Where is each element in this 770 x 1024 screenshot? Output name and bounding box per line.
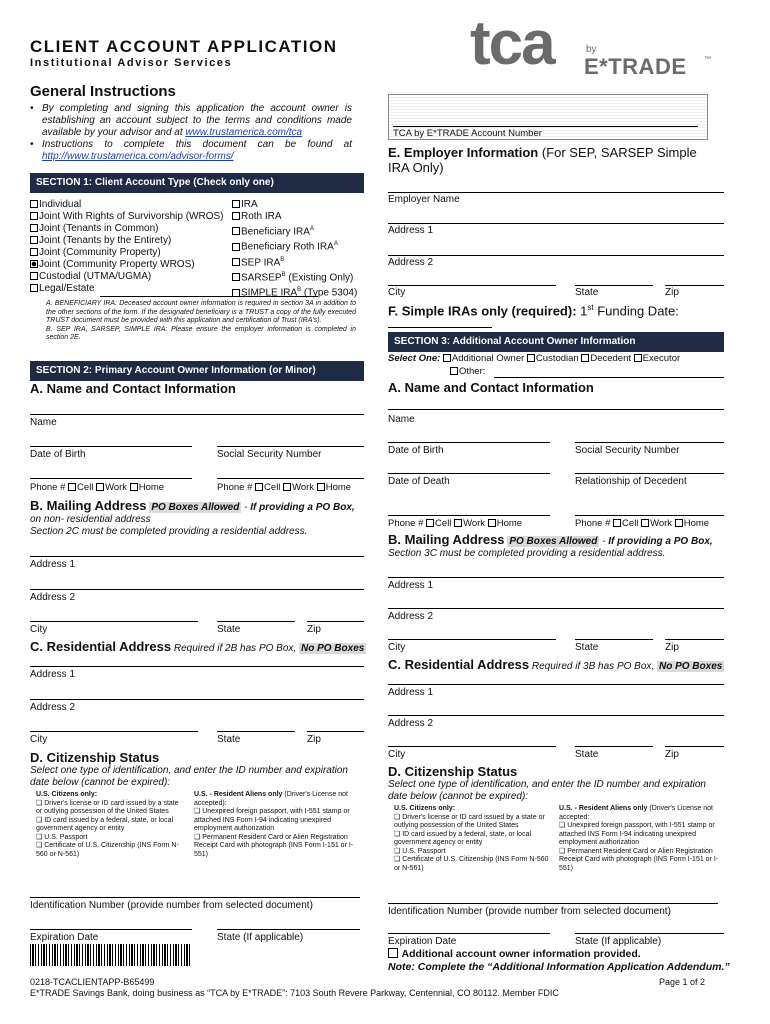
- checkbox-checked[interactable]: [30, 260, 38, 268]
- s2-res-address1-label: Address 1: [30, 669, 76, 680]
- account-type-sarsep[interactable]: $SARSEP^B$ (Existing Only): [232, 269, 357, 284]
- checkbox[interactable]: [527, 354, 535, 362]
- checkbox[interactable]: [675, 519, 683, 527]
- account-type-ira[interactable]: IRA: [232, 199, 357, 211]
- s2-state-label: State: [217, 624, 241, 635]
- s3-citizenship-note: Select one type of identification, and enter the ID number and expiration date below (cannot be expired):: [388, 779, 706, 802]
- logo-tca-text: tca: [470, 9, 554, 78]
- checkbox[interactable]: [443, 354, 451, 362]
- s3-dod-label: Date of Death: [388, 476, 450, 487]
- s2-city-label: City: [30, 624, 48, 635]
- s3-relationship-label: Relationship of Decedent: [575, 476, 687, 487]
- checkbox[interactable]: [581, 354, 589, 362]
- s3-additional-info[interactable]: Additional account owner information provided.: [388, 948, 641, 960]
- s3-res-address2-label: Address 2: [388, 718, 434, 729]
- account-type-joint-tic[interactable]: Joint (Tenants in Common): [30, 223, 224, 235]
- s2-phone1: Phone # Cell Work Home: [30, 482, 165, 493]
- account-type-joint-community[interactable]: Joint (Community Property): [30, 247, 224, 259]
- employer-zip-label: Zip: [665, 287, 679, 298]
- s3-ssn-label: Social Security Number: [575, 445, 680, 456]
- s2-zip-label: Zip: [307, 624, 321, 635]
- checkbox[interactable]: [426, 519, 434, 527]
- logo-tm: ™: [704, 56, 711, 63]
- s2-resident-aliens-list: U.S. - Resident Aliens only (Driver's License not accepted): ❑ Unexpired foreign passport, with I-551 stamp or attached INS Form I-94 indicating unexpired employment authorization ❑ Permanent Resident Card or Alien Registration Receipt Card with photograph (INS Form I-151 or I-551): [194, 791, 356, 859]
- checkbox[interactable]: [450, 367, 458, 375]
- checkbox[interactable]: [30, 200, 38, 208]
- account-type-joint-community-wros[interactable]: Joint (Community Property WROS): [30, 259, 224, 271]
- employer-city-label: City: [388, 287, 406, 298]
- account-type-individual[interactable]: Individual: [30, 199, 224, 211]
- s2-us-opt3[interactable]: ❑ U.S. Passport: [36, 833, 88, 841]
- s3-res-city-label: City: [388, 749, 406, 760]
- account-type-beneficiary-ira[interactable]: Beneficiary $IRA^A$: [232, 223, 357, 238]
- page-number: Page 1 of 2: [659, 977, 706, 987]
- account-type-right-column: [232, 199, 357, 300]
- s3-select-one: Select One: Additional Owner Custodian Decedent Executor: [388, 353, 681, 364]
- checkbox[interactable]: [96, 483, 104, 491]
- s3-phone1: Phone # Cell Work Home: [388, 518, 523, 529]
- form-subtitle: Institutional Advisor Services: [30, 57, 233, 69]
- account-number-label: TCA by E*TRADE Account Number: [393, 128, 542, 139]
- logo-etrade-text: E*TRADE: [584, 54, 687, 79]
- s3-exp-date-label: Expiration Date: [388, 936, 457, 947]
- form-title: CLIENT ACCOUNT APPLICATION: [30, 37, 338, 56]
- s2-name-contact-title: A. Name and Contact Information: [30, 381, 236, 396]
- s2-ssn-label: Social Security Number: [217, 449, 322, 460]
- employer-state-label: State: [575, 287, 599, 298]
- checkbox[interactable]: [488, 519, 496, 527]
- checkbox[interactable]: [30, 272, 38, 280]
- s2-us-citizens-list: U.S. Citizens only: ❑ Driver's license or ID card issued by a state or outlying possession of the United States ❑ ID card issued by a federal, state, or local government agency or entity ❑ U.S. Passport ❑ Certificate of U.S. Citizenship (INS Form N-560 or N-561): [36, 791, 186, 859]
- checkbox[interactable]: [232, 243, 240, 251]
- checkbox[interactable]: [130, 483, 138, 491]
- s2-ra-opt1[interactable]: ❑ Unexpired foreign passport, with I-551 stamp or attached INS Form I-94 indicating unexpired employment authorization: [194, 808, 350, 832]
- s2-exp-date-label: Expiration Date: [30, 932, 99, 943]
- account-type-joint-wros[interactable]: Joint With Rights of Survivorship (WROS): [30, 211, 224, 223]
- s2-phone2: Phone # Cell Work Home: [217, 482, 352, 493]
- checkbox[interactable]: [30, 236, 38, 244]
- checkbox[interactable]: [30, 212, 38, 220]
- section1-header: SECTION 1: Client Account Type (Check only one): [30, 173, 364, 193]
- s3-us-opt2[interactable]: ❑ ID card issued by a federal, state, or local government agency or entity: [394, 830, 532, 846]
- checkbox[interactable]: [634, 354, 642, 362]
- account-type-left-column: [30, 199, 224, 295]
- po-allowed-tag: PO Boxes Allowed: [151, 502, 240, 513]
- checkbox[interactable]: [232, 258, 240, 266]
- s2-res-address2-label: Address 2: [30, 702, 76, 713]
- bank-disclosure: E*TRADE Savings Bank, doing business as “TCA by E*TRADE”: 7103 South Revere Parkway, Centennial, CO 80112. Member FDIC: [30, 988, 559, 998]
- section3-header: SECTION 3: Additional Account Owner Information: [388, 332, 724, 352]
- employer-info-title: E. Employer Information (For SEP, SARSEP Simple IRA Only): [388, 145, 697, 175]
- account-type-sep-ira[interactable]: SEP $IRA^B$: [232, 254, 357, 269]
- s2-res-state-label: State: [217, 734, 241, 745]
- s2-us-opt2[interactable]: ❑ ID card issued by a federal, state, or local government agency or entity: [36, 816, 174, 832]
- s3-state-label: State: [575, 642, 599, 653]
- checkbox[interactable]: [30, 284, 38, 292]
- s3-city-label: City: [388, 642, 406, 653]
- s3-res-state-label: State: [575, 749, 599, 760]
- checkbox[interactable]: [232, 273, 240, 281]
- s3-name-contact-title: A. Name and Contact Information: [388, 380, 594, 395]
- checkbox[interactable]: [68, 483, 76, 491]
- s3-ra-opt2[interactable]: ❑ Permanent Resident Card or Alien Registration Receipt Card with photograph (INS Form I-151 or I-551): [559, 847, 719, 872]
- employer-address1-label: Address 1: [388, 225, 434, 236]
- s2-res-zip-label: Zip: [307, 734, 321, 745]
- s3-citizenship-title: D. Citizenship Status: [388, 764, 518, 779]
- checkbox[interactable]: [30, 224, 38, 232]
- general-instructions: • By completing and signing this application the account owner is establishing an account subject to the terms and conditions made available by your advisor and at www.trustamerica.com/tca • Instructions to complete this document can be found at http://www.trustamerica.com/advisor-forms/: [30, 103, 352, 162]
- s2-mailing-title: B. Mailing Address PO Boxes Allowed - If providing a PO Box, on non- residential address Section 2C must be completed providing a residential address.: [30, 498, 355, 537]
- general-instructions-title: General Instructions: [30, 83, 176, 100]
- s2-ra-opt2[interactable]: ❑ Permanent Resident Card or Alien Registration Receipt Card with photograph (INS Form I-151 or I-551): [194, 833, 354, 858]
- account-type-simple-ira[interactable]: SIMPLE $IRA^B$ (Type 5304): [232, 284, 357, 299]
- s3-mailing-title: B. Mailing Address PO Boxes Allowed - If providing a PO Box, Section 3C must be completed providing a residential address.: [388, 532, 713, 559]
- account-type-roth-ira[interactable]: Roth IRA: [232, 211, 357, 223]
- checkbox[interactable]: [232, 200, 240, 208]
- checkbox[interactable]: [613, 519, 621, 527]
- s2-citizenship-note: Select one type of identification, and enter the ID number and expiration date below (cannot be expired):: [30, 765, 348, 788]
- checkbox[interactable]: [388, 948, 398, 958]
- s3-dob-label: Date of Birth: [388, 445, 444, 456]
- simple-ira-funding-title: F. Simple IRAs only (required): 1st Funding Date:: [388, 303, 679, 319]
- checkbox[interactable]: [454, 519, 462, 527]
- s2-us-opt4[interactable]: ❑ Certificate of U.S. Citizenship (INS Form N-560 or N-561): [36, 842, 179, 858]
- s3-residential-title: C. Residential Address Required if 3B has PO Box, No PO Boxes: [388, 657, 723, 672]
- s3-address2-label: Address 2: [388, 611, 434, 622]
- s3-id-number-label: Identification Number (provide number from selected document): [388, 906, 671, 917]
- s3-address1-label: Address 1: [388, 580, 434, 591]
- s3-ra-opt1[interactable]: ❑ Unexpired foreign passport, with I-551 stamp or attached INS Form I-94 indicating unexpired employment authorization: [559, 822, 715, 846]
- barcode: [30, 944, 190, 966]
- s2-dob-label: Date of Birth: [30, 449, 86, 460]
- section1-notes: A. BENEFICIARY IRA: Deceased account owner information is required in section 3A in addition to the other sections of the form. If the designated beneficiary is a TRUST a copy of the fully executed TRUST document must be provided with this application and certification of Trust (IRA's). B. SEP IRA, SARSEP, SIMPLE IRA: Please ensure the employer information is completed in section 2E.: [46, 300, 356, 341]
- checkbox[interactable]: [641, 519, 649, 527]
- checkbox[interactable]: [283, 483, 291, 491]
- s2-name-label: Name: [30, 417, 57, 428]
- advisor-forms-link[interactable]: http://www.trustamerica.com/advisor-forms/: [42, 151, 234, 162]
- s3-resident-aliens-list: U.S. - Resident Aliens only (Driver's License not accepted: ❑ Unexpired foreign passport, with I-551 stamp or attached INS Form I-94 indicating unexpired employment authorization ❑ Permanent Resident Card or Alien Registration Receipt Card with photograph (INS Form I-151 or I-551): [559, 805, 719, 872]
- s3-zip-label: Zip: [665, 642, 679, 653]
- checkbox[interactable]: [232, 227, 240, 235]
- account-type-beneficiary-roth-ira[interactable]: Beneficiary Roth $IRA^A$: [232, 238, 357, 253]
- po-allowed-tag: PO Boxes Allowed: [509, 536, 598, 547]
- s3-other[interactable]: Other:: [450, 366, 485, 377]
- s2-us-opt1[interactable]: ❑ Driver's license or ID card issued by a state or outlying possession of the United States: [36, 799, 179, 815]
- checkbox[interactable]: [30, 248, 38, 256]
- logo-by-text: by: [586, 44, 597, 55]
- s3-state-applicable-label: State (If applicable): [575, 936, 662, 947]
- s2-res-city-label: City: [30, 734, 48, 745]
- s3-phone2: Phone # Cell Work Home: [575, 518, 710, 529]
- checkbox[interactable]: [232, 212, 240, 220]
- checkbox[interactable]: [317, 483, 325, 491]
- s2-citizenship-title: D. Citizenship Status: [30, 750, 160, 765]
- s3-us-opt4[interactable]: ❑ Certificate of U.S. Citizenship (INS Form N-560 or N-561): [394, 856, 549, 872]
- s2-state-applicable-label: State (If applicable): [217, 932, 304, 943]
- checkbox[interactable]: [232, 289, 240, 297]
- s3-us-opt1[interactable]: ❑ Driver's license or ID card issued by a state or outlying possession of the United States: [394, 813, 545, 829]
- section2-header: SECTION 2: Primary Account Owner Information (or Minor): [30, 361, 364, 381]
- form-code: 0218-TCACLIENTAPP-B65499: [30, 977, 155, 987]
- s3-res-zip-label: Zip: [665, 749, 679, 760]
- trustamerica-link[interactable]: www.trustamerica.com/tca: [185, 127, 303, 138]
- s3-name-label: Name: [388, 414, 415, 425]
- employer-name-label: Employer Name: [388, 194, 460, 205]
- account-type-legal-estate[interactable]: Legal/Estate: [30, 283, 224, 295]
- s2-id-number-label: Identification Number (provide number from selected document): [30, 900, 313, 911]
- s2-address1-label: Address 1: [30, 559, 76, 570]
- bullet2-text: Instructions to complete this document can be found at: [42, 139, 352, 150]
- s3-us-opt3[interactable]: ❑ U.S. Passport: [394, 847, 446, 855]
- s3-res-address1-label: Address 1: [388, 687, 434, 698]
- s3-addendum-note: Note: Complete the “Additional Information Application Addendum.”: [388, 961, 730, 973]
- s2-residential-title: C. Residential Address Required if 2B has PO Box, No PO Boxes: [30, 639, 365, 654]
- account-type-joint-entirety[interactable]: Joint (Tenants by the Entirety): [30, 235, 224, 247]
- s2-address2-label: Address 2: [30, 592, 76, 603]
- s3-us-citizens-list: U.S. Citizens only: ❑ Driver's license or ID card issued by a state or outlying possession of the United States ❑ ID card issued by a federal, state, or local government agency or entity ❑ U.S. Passport ❑ Certificate of U.S. Citizenship (INS Form N-560 or N-561): [394, 805, 549, 872]
- bullet1-text: By completing and signing this application the account owner is establishing an account subject to the terms and conditions made available by your advisor and at: [42, 103, 352, 138]
- checkbox[interactable]: [255, 483, 263, 491]
- account-type-custodial[interactable]: Custodial (UTMA/UGMA): [30, 271, 224, 283]
- employer-address2-label: Address 2: [388, 257, 434, 268]
- tca-logo: [470, 9, 720, 84]
